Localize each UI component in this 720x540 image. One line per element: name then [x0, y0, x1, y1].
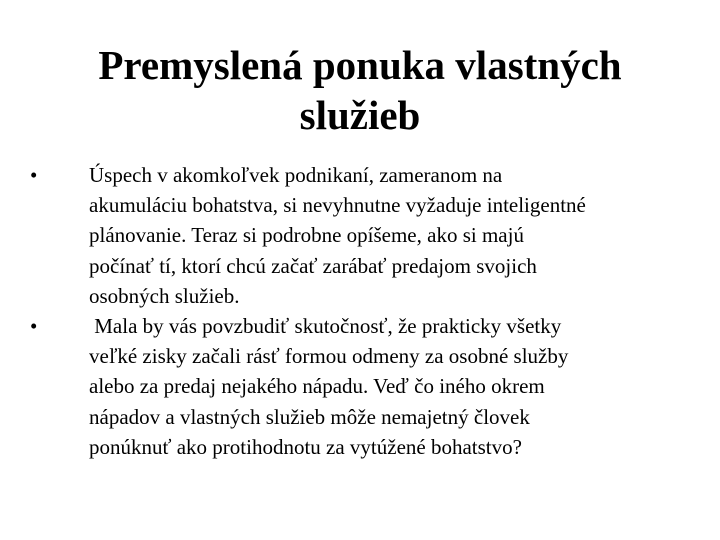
slide-title-line-1: Premyslená ponuka vlastných: [98, 42, 622, 88]
slide-title-line-2: služieb: [299, 92, 421, 138]
bullet-text-2: [89, 311, 670, 462]
text-line: Úspech v akomkoľvek podnikaní, zameranom na: [89, 163, 503, 187]
text-line: Mala by vás povzbudiť skutočnosť, že prakticky všetky: [89, 314, 562, 339]
text-line: nápadov a vlastných služieb môže nemajetný človek: [89, 404, 530, 429]
text-line: akumuláciu bohatstva, si nevyhnutne vyžaduje inteligentné: [89, 193, 586, 218]
bullet-list: [30, 160, 670, 462]
bullet-text-1: [89, 160, 670, 311]
text-line: ponúknuť ako protihodnotu za vytúžené bohatstvo?: [89, 434, 522, 459]
slide-title: [40, 40, 680, 140]
text-line: počínať tí, ktorí chcú začať zarábať predajom svojich: [89, 253, 537, 278]
text-line: veľké zisky začali rásť formou odmeny za osobné služby: [89, 344, 569, 369]
text-line: osobných služieb.: [89, 283, 240, 308]
text-line: alebo za predaj nejakého nápadu. Veď čo iného okrem: [89, 374, 545, 399]
bullet-item-1: [30, 160, 670, 311]
bullet-item-2: [30, 311, 670, 462]
bullet-marker: •: [30, 314, 38, 339]
bullet-marker: •: [30, 163, 38, 187]
text-line: plánovanie. Teraz si podrobne opíšeme, ako si majú: [89, 223, 524, 248]
